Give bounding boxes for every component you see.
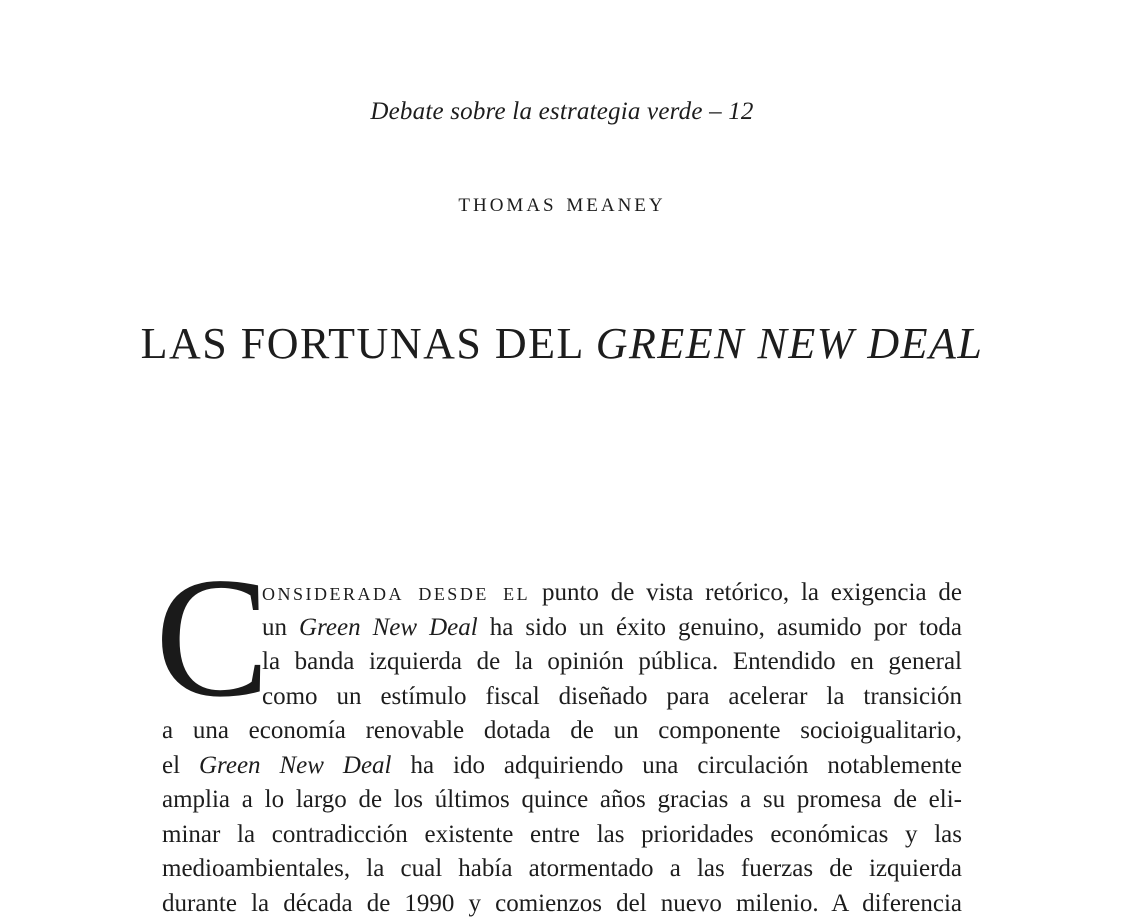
body-line-2-a: un <box>262 614 299 641</box>
body-line-8: minar la contradicción existente entre las prioridades económicas y las <box>162 818 962 853</box>
body-line-1-rest: punto de vista retórico, la exigencia de <box>530 579 962 606</box>
body-line-9: medioambientales, la cual había atormentado a las fuerzas de izquierda <box>162 852 962 887</box>
body-line-1 <box>262 576 962 611</box>
body-line-2-italic: Green New Deal <box>299 614 478 641</box>
drop-cap: C <box>155 552 270 724</box>
body-line-6-a: el <box>162 752 199 779</box>
opening-smallcaps: onsiderada desde el <box>262 579 530 606</box>
body-line-6 <box>162 749 962 784</box>
series-header: Debate sobre la estrategia verde – 12 <box>0 98 1124 126</box>
author-name: thomas meaney <box>0 187 1124 218</box>
body-line-7: amplia a lo largo de los últimos quince años gracias a su promesa de eli- <box>162 783 962 818</box>
title-main: LAS FORTUNAS DEL <box>141 319 596 368</box>
article-title <box>0 318 1124 369</box>
title-italic: GREEN NEW DEAL <box>596 319 984 368</box>
body-line-10: durante la década de 1990 y comienzos del nuevo milenio. A diferencia <box>162 887 962 921</box>
body-line-5: a una economía renovable dotada de un componente socioigualitario, <box>162 714 962 749</box>
article-body <box>162 576 962 921</box>
body-line-2-b: ha sido un éxito genuino, asumido por toda <box>478 614 962 641</box>
body-line-3: la banda izquierda de la opinión pública. Entendido en general <box>262 645 962 680</box>
body-line-4: como un estímulo fiscal diseñado para acelerar la transición <box>262 680 962 715</box>
body-line-2 <box>262 611 962 646</box>
body-line-6-italic: Green New Deal <box>199 752 392 779</box>
body-line-6-b: ha ido adquiriendo una circulación notablemente <box>392 752 963 779</box>
